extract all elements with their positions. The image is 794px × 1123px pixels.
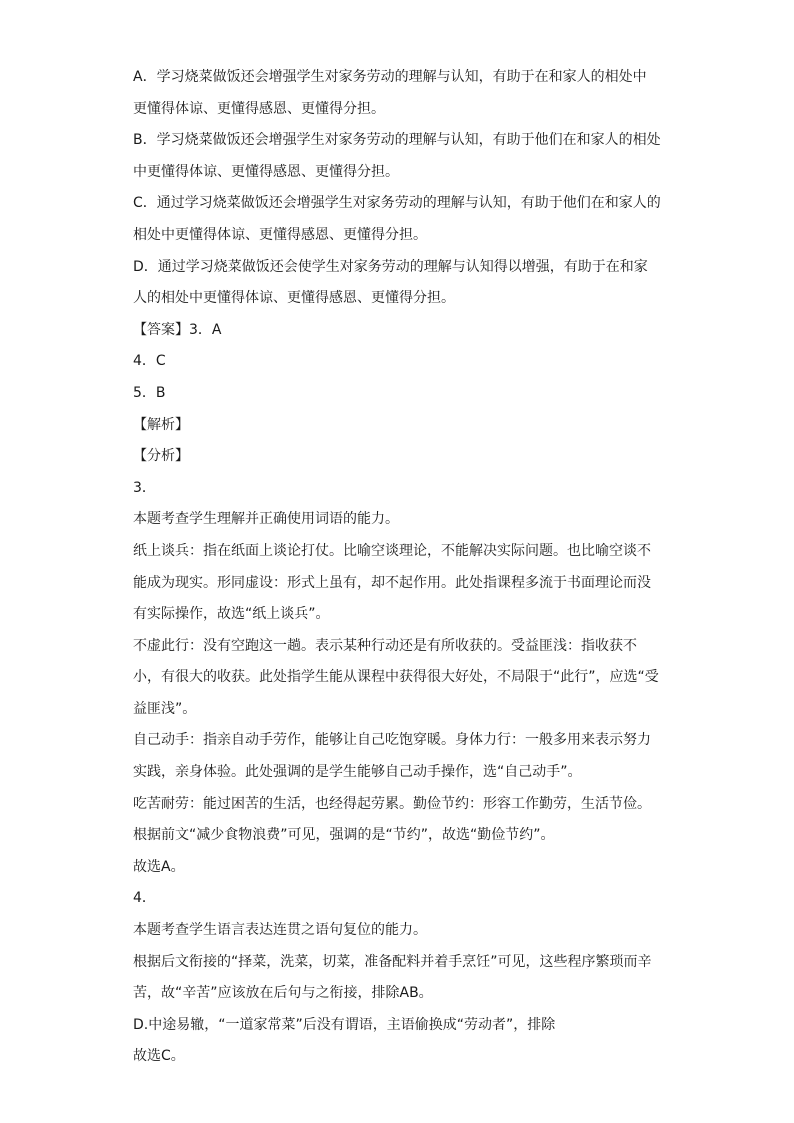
option-d-line-2: 人的相处中更懂得体谅、更懂得感恩、更懂得分担。 [133, 290, 455, 307]
q3-conclusion: 故选A。 [133, 858, 185, 875]
q3-para1-line3: 有实际操作，故选“纸上谈兵”。 [133, 606, 330, 623]
fenxi-heading: 【分析】 [133, 448, 189, 465]
q4-para1-line1: 根据后文衔接的“择菜，洗菜，切菜，准备配料并着手烹饪”可见，这些程序繁琐而辛 [133, 953, 652, 970]
option-c-line-1: C．通过学习烧菜做饭还会增强学生对家务劳动的理解与认知，有助于他们在和家人的 [133, 195, 661, 212]
q3-para3-line2: 实践，亲身体验。此处强调的是学生能够自己动手操作，选“自己动手”。 [133, 764, 582, 781]
answer-heading: 【答案】3．A [133, 321, 222, 338]
q3-para2-line3: 益匪浅”。 [133, 700, 197, 717]
q4-intro: 本题考查学生语言表达连贯之语句复位的能力。 [133, 922, 427, 939]
q3-para4-line1: 吃苦耐劳：能过困苦的生活，也经得起劳累。勤俭节约：形容工作勤劳，生活节俭。 [133, 795, 651, 812]
answer-4: 4．C [133, 353, 166, 370]
q3-para4-line2: 根据前文“减少食物浪费”可见，强调的是“节约”，故选“勤俭节约”。 [133, 827, 555, 844]
q3-para2-line1: 不虚此行：没有空跑这一趟。表示某种行动还是有所收获的。受益匪浅：指收获不 [133, 637, 637, 654]
q4-conclusion: 故选C。 [133, 1048, 185, 1065]
option-d-line-1: D．通过学习烧菜做饭还会使学生对家务劳动的理解与认知得以增强，有助于在和家 [133, 258, 648, 275]
answer-5: 5．B [133, 384, 166, 401]
document-page [133, 62, 673, 1073]
q4-para1-line2: 苦，故“辛苦”应该放在后句与之衔接，排除AB。 [133, 985, 433, 1002]
option-c-line-2: 相处中更懂得体谅、更懂得感恩、更懂得分担。 [133, 226, 427, 243]
q3-intro: 本题考查学生理解并正确使用词语的能力。 [133, 511, 399, 528]
q4-para2-line1: D.中途易辙，“一道家常菜”后没有谓语，主语偷换成“劳动者”，排除 [133, 1016, 556, 1033]
analysis-heading: 【解析】 [133, 416, 189, 433]
option-b-line-1: B．学习烧菜做饭还会增强学生对家务劳动的理解与认知，有助于他们在和家人的相处 [133, 132, 661, 149]
q3-para2-line2: 小，有很大的收获。此处指学生能从课程中获得很大好处，不局限于“此行”，应选“受 [133, 669, 659, 686]
option-a-line-2: 更懂得体谅、更懂得感恩、更懂得分担。 [133, 100, 385, 117]
question-3-number: 3． [133, 479, 156, 496]
q3-para3-line1: 自己动手：指亲自动手劳作，能够让自己吃饱穿暖。身体力行：一般多用来表示努力 [133, 732, 651, 749]
q3-para1-line1: 纸上谈兵：指在纸面上谈论打仗。比喻空谈理论，不能解决实际问题。也比喻空谈不 [133, 542, 651, 559]
question-4-number: 4． [133, 890, 156, 907]
option-b-line-2: 中更懂得体谅、更懂得感恩、更懂得分担。 [133, 163, 399, 180]
q3-para1-line2: 能成为现实。形同虚设：形式上虽有，却不起作用。此处指课程多流于书面理论而没 [133, 574, 651, 591]
option-a-line-1: A．学习烧菜做饭还会增强学生对家务劳动的理解与认知，有助于在和家人的相处中 [133, 69, 647, 85]
